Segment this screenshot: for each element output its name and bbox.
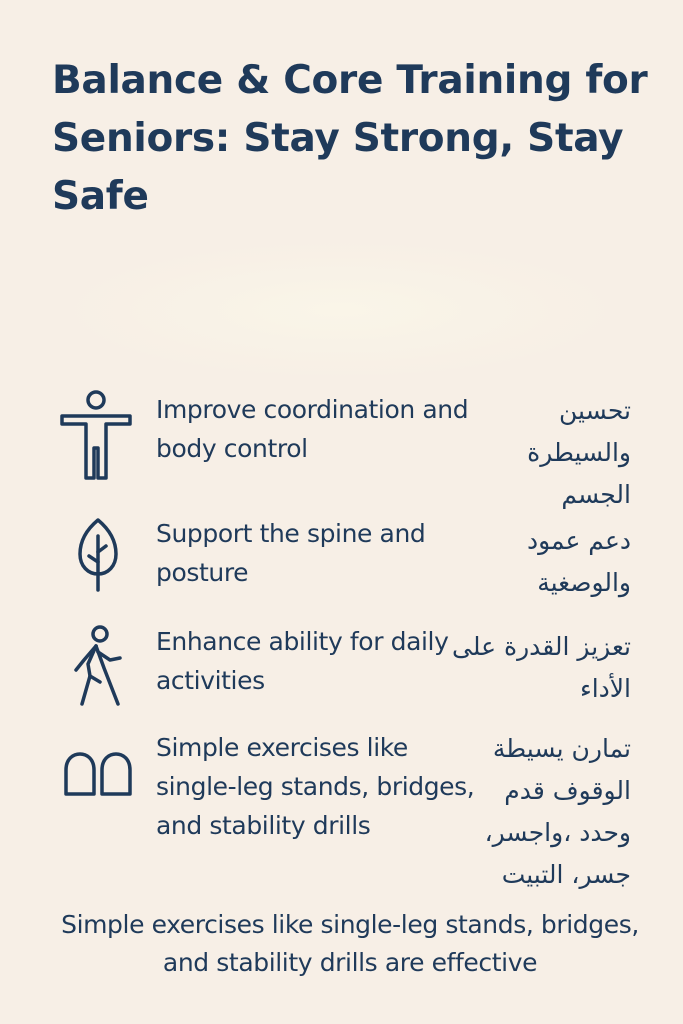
item-arabic-text: تعزيز القدرة على الأداء [452, 632, 631, 703]
walking-person-icon [70, 624, 126, 710]
footer-summary: Simple exercises like single-leg stands, bridges, and stability drills are effective [61, 910, 639, 977]
item-english-text: Improve coordination and body control [156, 395, 469, 463]
item-english-text: Simple exercises like single-leg stands, bridges, and stability drills [156, 733, 475, 840]
item-arabic-text: تمارن يسيطة الوقوف قدم وحدد ،واجسر، جسر، التبيت [484, 734, 631, 889]
background-glow [60, 240, 620, 380]
item-arabic-text: تحسين والسيطرة الجسم [527, 396, 631, 509]
item-arabic-text: دعم عمود والوصغية [526, 526, 631, 597]
person-arms-out-icon [58, 390, 134, 482]
item-english-text: Enhance ability for daily activities [156, 627, 449, 695]
item-english-text: Support the spine and posture [156, 519, 426, 587]
arches-icon [62, 750, 134, 798]
page-title: Balance & Core Training for Seniors: Stay Strong, Stay Safe [52, 58, 648, 219]
tree-icon [74, 516, 122, 592]
